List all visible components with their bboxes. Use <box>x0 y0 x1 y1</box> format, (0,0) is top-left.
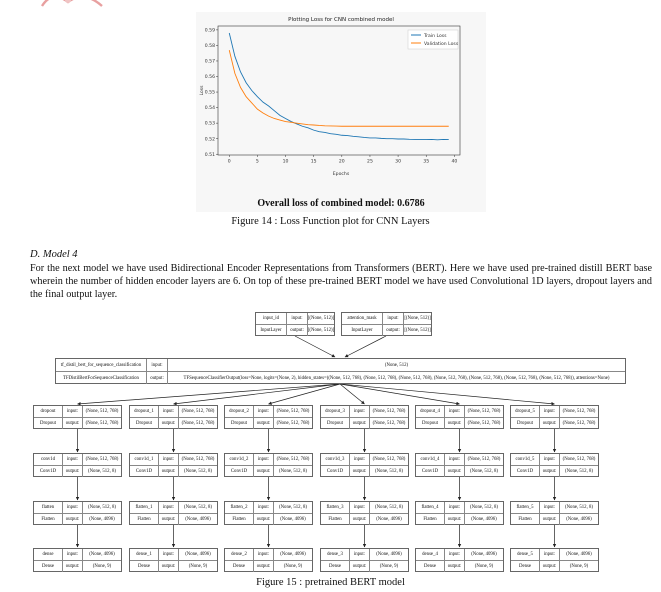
y-tick-label: 0.57 <box>204 59 215 65</box>
io-label: output: <box>382 325 403 336</box>
node-type: Flatten <box>423 517 437 522</box>
node-name: dropout_2 <box>229 409 249 414</box>
shape-value: (None, 512, 8) <box>559 502 598 513</box>
node-name: flatten_3 <box>326 505 344 510</box>
io-label: input: <box>158 502 178 513</box>
io-label: output: <box>444 514 464 525</box>
shape-value: (None, 512, 768) <box>464 406 503 417</box>
shape-value: (None, 512, 768) <box>273 418 312 429</box>
y-tick-label: 0.53 <box>204 121 215 127</box>
shape-value: (None, 512, 768) <box>178 418 217 429</box>
io-label: input: <box>62 502 82 513</box>
shape-value: (None, 512, 768) <box>559 418 598 429</box>
input-ids-node <box>255 312 335 336</box>
shape-value: (None, 4096) <box>178 549 217 560</box>
conv-node <box>129 453 218 477</box>
io-label: input: <box>444 502 464 513</box>
io-label: output: <box>349 418 369 429</box>
validation-loss-line <box>229 50 448 126</box>
shape-value: (None, 4096) <box>464 549 503 560</box>
io-label: input: <box>62 549 82 560</box>
dropout-node <box>320 405 409 429</box>
node-name: dropout_4 <box>420 409 440 414</box>
shape-value: (None, 4096) <box>273 549 312 560</box>
conv-node <box>510 453 599 477</box>
y-tick-label: 0.59 <box>204 28 215 34</box>
node-type: Dropout <box>422 421 438 426</box>
io-label: output: <box>539 561 559 572</box>
shape-value: (None, 512, 768) <box>464 454 503 465</box>
dense-node <box>510 548 599 572</box>
conv-node <box>320 453 409 477</box>
y-tick-label: 0.55 <box>204 90 215 96</box>
node-name: conv1d <box>40 457 56 462</box>
shape-value: (None, 512, 8) <box>559 466 598 477</box>
shape-value: (None, 4096) <box>559 549 598 560</box>
node-type: Dense <box>42 564 54 569</box>
node-type: Conv1D <box>421 469 439 474</box>
shape-value: (None, 4096) <box>82 549 121 560</box>
flatten-node <box>33 501 122 525</box>
io-label: input: <box>444 406 464 417</box>
io-label: input: <box>62 406 82 417</box>
node-type: Conv1D <box>39 469 57 474</box>
io-label: output: <box>146 372 167 384</box>
io-label: output: <box>62 561 82 572</box>
node-name: flatten_1 <box>135 505 153 510</box>
shape-value: (None, 512, 768) <box>369 418 408 429</box>
node-name: dense_3 <box>327 552 343 557</box>
io-label: input: <box>253 502 273 513</box>
y-axis-label: Loss <box>200 85 205 96</box>
node-type: InputLayer <box>351 328 373 333</box>
body-paragraph: For the next model we have used Bidirectional Encoder Representations from Transformers (BERT). Here we have used pre-trained distill BERT base wherein the number of hidden encoder layers are 6. On top of these pre-trained BERT model we have used Convolutional 1D layers, dropout layers and the final output layer. <box>30 263 652 300</box>
arrow-bert-to-dropout <box>340 384 555 404</box>
node-name: input_id <box>263 316 279 321</box>
dense-node <box>320 548 409 572</box>
chart-title: Plotting Loss for CNN combined model <box>288 17 394 23</box>
io-label: input: <box>286 313 307 324</box>
io-label: output: <box>158 466 178 477</box>
shape-value: [(None, 512)] <box>307 313 334 324</box>
node-name: conv1d_2 <box>229 457 249 462</box>
io-label: output: <box>286 325 307 336</box>
figure-15-caption: Figure 15 : pretrained BERT model <box>256 577 405 588</box>
node-type: Dropout <box>327 421 343 426</box>
node-type: Dense <box>138 564 150 569</box>
shape-value: (None, 512, 8) <box>82 466 121 477</box>
node-name: dropout_1 <box>134 409 154 414</box>
shape-value: (None, 512, 768) <box>82 418 121 429</box>
io-label: output: <box>539 514 559 525</box>
shape-value: (None, 9) <box>273 561 312 572</box>
chart-legend <box>408 30 459 49</box>
io-label: input: <box>253 406 273 417</box>
dropout-node <box>129 405 218 429</box>
shape-value: (None, 512, 768) <box>369 454 408 465</box>
shape-value: (None, 4096) <box>464 514 503 525</box>
shape-value: (None, 4096) <box>559 514 598 525</box>
node-name: conv1d_1 <box>134 457 154 462</box>
node-type: Flatten <box>328 517 342 522</box>
arrow-mask-to-bert <box>345 336 386 357</box>
y-tick-label: 0.52 <box>204 137 215 143</box>
io-label: input: <box>349 549 369 560</box>
io-label: output: <box>158 418 178 429</box>
shape-value: (None, 512, 8) <box>464 466 503 477</box>
node-type: Dense <box>233 564 245 569</box>
shape-value: (None, 9) <box>369 561 408 572</box>
shape-value: (None, 512, 8) <box>82 502 121 513</box>
io-label: output: <box>539 418 559 429</box>
flatten-node <box>415 501 504 525</box>
node-name: flatten_4 <box>421 505 439 510</box>
shape-value: (None, 512, 8) <box>369 502 408 513</box>
shape-value: (None, 512, 8) <box>273 502 312 513</box>
node-name: flatten_5 <box>516 505 534 510</box>
io-label: output: <box>349 466 369 477</box>
node-name: dense_4 <box>422 552 438 557</box>
x-tick-label: 10 <box>282 159 289 165</box>
shape-value: (None, 4096) <box>369 549 408 560</box>
node-name: conv1d_3 <box>325 457 345 462</box>
x-tick-label: 5 <box>255 159 259 165</box>
shape-value: (None, 512, 8) <box>178 466 217 477</box>
arrow-bert-to-dropout <box>78 384 341 404</box>
node-name: dense_2 <box>231 552 247 557</box>
io-label: input: <box>382 313 403 324</box>
io-label: output: <box>253 561 273 572</box>
y-tick-label: 0.51 <box>204 152 215 158</box>
shape-value: TFSequenceClassifierOutput(loss=None, logits=(None, 2), hidden_states=((None, 512, 768), (None, 512, 768), (None, 512, 768), (None, 512, 768), (None, 512, 768), (None, 512, 768), (None, 512, 768)), attentions=None) <box>167 372 625 384</box>
dense-node <box>129 548 218 572</box>
node-type: Dropout <box>517 421 533 426</box>
shape-value: (None, 512, 8) <box>178 502 217 513</box>
flatten-node <box>510 501 599 525</box>
shape-value: (None, 9) <box>464 561 503 572</box>
node-type: Dropout <box>136 421 152 426</box>
node-name: dropout_3 <box>325 409 345 414</box>
io-label: input: <box>158 406 178 417</box>
node-name: dropout <box>40 409 56 414</box>
io-label: input: <box>146 359 167 371</box>
io-label: input: <box>539 406 559 417</box>
node-type: Dense <box>424 564 436 569</box>
shape-value: (None, 9) <box>559 561 598 572</box>
diagram-arrows <box>0 308 661 576</box>
x-tick-label: 0 <box>227 159 231 165</box>
figure-14-caption: Figure 14 : Loss Function plot for CNN Layers <box>231 216 430 227</box>
x-axis-label: Epochs <box>332 172 350 177</box>
node-name: conv1d_4 <box>420 457 440 462</box>
io-label: output: <box>444 466 464 477</box>
node-type: Flatten <box>41 517 55 522</box>
legend-label-validation: Validation Loss <box>424 41 459 47</box>
shape-value: (None, 4096) <box>273 514 312 525</box>
dropout-node <box>510 405 599 429</box>
y-tick-label: 0.54 <box>204 106 215 112</box>
node-type: Flatten <box>137 517 151 522</box>
shape-value: (None, 512, 768) <box>559 406 598 417</box>
shape-value: (None, 512, 8) <box>464 502 503 513</box>
shape-value: (None, 512, 768) <box>273 406 312 417</box>
io-label: output: <box>62 514 82 525</box>
node-type: Conv1D <box>230 469 248 474</box>
node-type: TFDistilBertForSequenceClassification <box>63 375 139 381</box>
shape-value: (None, 512, 768) <box>273 454 312 465</box>
io-label: output: <box>349 514 369 525</box>
shape-value: (None, 4096) <box>369 514 408 525</box>
io-label: input: <box>62 454 82 465</box>
x-tick-label: 40 <box>451 159 458 165</box>
io-label: input: <box>158 454 178 465</box>
node-type: InputLayer <box>260 328 282 333</box>
shape-value: (None, 512, 768) <box>178 406 217 417</box>
node-type: Flatten <box>232 517 246 522</box>
io-label: input: <box>444 549 464 560</box>
bert-model-diagram <box>0 308 661 576</box>
dense-node <box>33 548 122 572</box>
shape-value: [(None, 512)] <box>403 313 431 324</box>
io-label: output: <box>158 514 178 525</box>
shape-value: [(None, 512)] <box>403 325 431 336</box>
node-name: tf_distil_bert_for_sequence_classification <box>60 362 142 368</box>
x-tick-label: 15 <box>310 159 317 165</box>
node-name: dense_1 <box>136 552 152 557</box>
shape-value: (None, 9) <box>82 561 121 572</box>
x-tick-label: 35 <box>423 159 430 165</box>
shape-value: [(None, 512)] <box>307 325 334 336</box>
shape-value: (None, 512, 8) <box>369 466 408 477</box>
watermark-logo <box>38 0 108 8</box>
loss-plot-figure <box>196 12 486 212</box>
shape-value: (None, 512, 8) <box>273 466 312 477</box>
distilbert-node <box>55 358 626 384</box>
io-label: input: <box>349 406 369 417</box>
node-type: Dropout <box>40 421 56 426</box>
arrow-input-to-bert <box>295 336 335 357</box>
node-type: Flatten <box>518 517 532 522</box>
conv-node <box>33 453 122 477</box>
shape-value: (None, 9) <box>178 561 217 572</box>
shape-value: (None, 4096) <box>82 514 121 525</box>
shape-value: (None, 512, 768) <box>559 454 598 465</box>
dropout-node <box>224 405 313 429</box>
shape-value: (None, 4096) <box>178 514 217 525</box>
node-name: dense_5 <box>517 552 533 557</box>
shape-value: (None, 512, 768) <box>82 406 121 417</box>
io-label: output: <box>62 466 82 477</box>
y-tick-label: 0.56 <box>204 75 215 81</box>
attention-mask-node <box>341 312 432 336</box>
node-type: Conv1D <box>516 469 534 474</box>
io-label: output: <box>253 418 273 429</box>
io-label: output: <box>253 514 273 525</box>
dropout-node <box>33 405 122 429</box>
io-label: input: <box>349 502 369 513</box>
io-label: input: <box>539 502 559 513</box>
io-label: output: <box>444 561 464 572</box>
legend-label-train: Train Loss <box>424 33 447 39</box>
arrow-bert-to-dropout <box>340 384 365 404</box>
y-tick-label: 0.58 <box>204 44 215 50</box>
io-label: output: <box>349 561 369 572</box>
node-name: attention_mask <box>347 316 377 321</box>
node-type: Conv1D <box>135 469 153 474</box>
io-label: input: <box>158 549 178 560</box>
shape-value: (None, 512, 768) <box>464 418 503 429</box>
dropout-node <box>415 405 504 429</box>
node-name: flatten <box>41 505 55 510</box>
node-type: Dense <box>519 564 531 569</box>
dense-node <box>415 548 504 572</box>
arrow-bert-to-dropout <box>340 384 460 404</box>
node-name: conv1d_5 <box>515 457 535 462</box>
io-label: input: <box>539 549 559 560</box>
io-label: output: <box>253 466 273 477</box>
conv-node <box>415 453 504 477</box>
loss-line-chart <box>196 12 486 198</box>
overall-loss-text: Overall loss of combined model: 0.6786 <box>257 198 425 209</box>
io-label: input: <box>349 454 369 465</box>
flatten-node <box>224 501 313 525</box>
io-label: output: <box>158 561 178 572</box>
io-label: output: <box>444 418 464 429</box>
shape-value: (None, 512) <box>167 359 625 371</box>
flatten-node <box>129 501 218 525</box>
x-tick-label: 25 <box>367 159 373 165</box>
node-name: dense <box>42 552 54 557</box>
arrow-bert-to-dropout <box>174 384 341 404</box>
node-type: Conv1D <box>326 469 344 474</box>
x-tick-label: 30 <box>395 159 402 165</box>
io-label: input: <box>253 454 273 465</box>
io-label: input: <box>253 549 273 560</box>
io-label: input: <box>539 454 559 465</box>
conv-node <box>224 453 313 477</box>
node-name: flatten_2 <box>230 505 248 510</box>
shape-value: (None, 512, 768) <box>178 454 217 465</box>
io-label: output: <box>539 466 559 477</box>
shape-value: (None, 512, 768) <box>369 406 408 417</box>
flatten-node <box>320 501 409 525</box>
section-heading: D. Model 4 <box>30 249 78 260</box>
shape-value: (None, 512, 768) <box>82 454 121 465</box>
io-label: output: <box>62 418 82 429</box>
node-name: dropout_5 <box>515 409 535 414</box>
x-tick-label: 20 <box>338 159 345 165</box>
io-label: input: <box>444 454 464 465</box>
node-type: Dropout <box>231 421 247 426</box>
node-type: Dense <box>329 564 341 569</box>
dense-node <box>224 548 313 572</box>
